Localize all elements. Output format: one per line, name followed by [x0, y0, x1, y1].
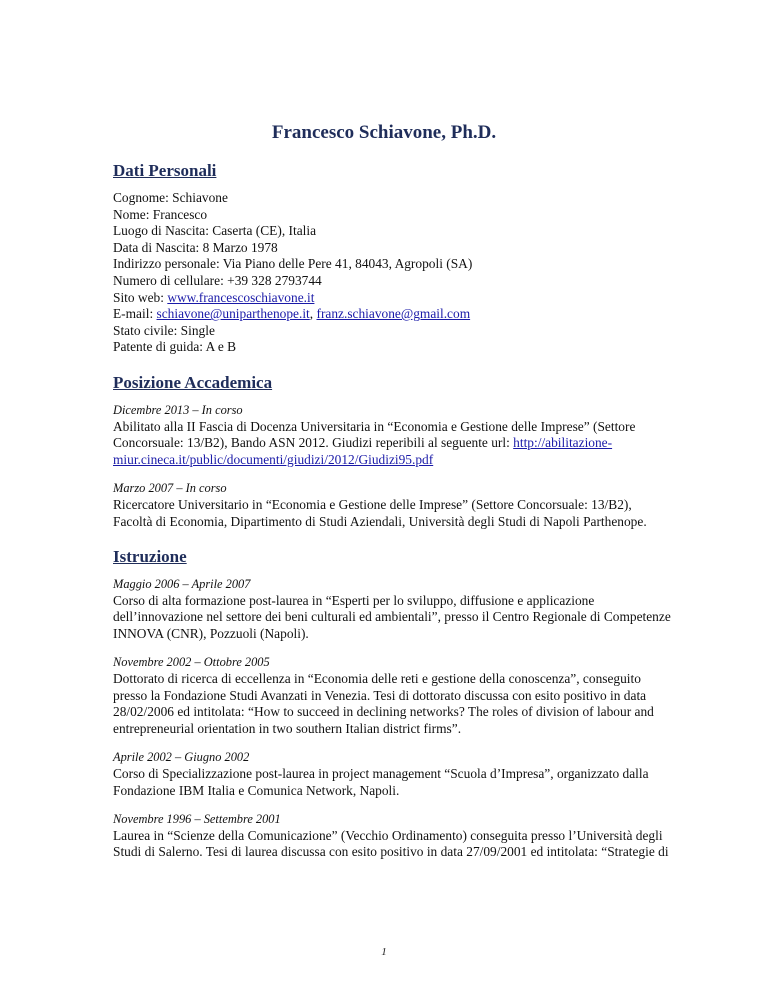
personal-data-heading: Dati Personali	[113, 161, 217, 180]
email-link-personal[interactable]: franz.schiavone@gmail.com	[316, 306, 471, 322]
license-line: Patente di guida: A e B	[113, 339, 237, 355]
entry-text: Abilitato alla II Fascia di Docenza Universitaria in “Economia e Gestione delle Imprese” (Settore Concorsuale: 13/B2), Bando ASN 2012. Giudizi reperibili al seguente url:	[113, 418, 636, 451]
address-line: Indirizzo personale: Via Piano delle Pere 41, 84043, Agropoli (SA)	[113, 256, 473, 272]
phone-line: Numero di cellulare: +39 328 2793744	[113, 272, 322, 288]
entry-date: Dicembre 2013 – In corso	[113, 402, 243, 417]
email-line	[113, 306, 673, 323]
education-entry	[113, 576, 673, 642]
entry-description: Laurea in “Scienze della Comunicazione” (Vecchio Ordinamento) conseguita presso l’Università degli Studi di Salerno. Tesi di laurea discussa con esito positivo in data 27/09/2001 ed intitolata: “Strategie di	[113, 827, 669, 860]
education-section	[113, 546, 673, 861]
academic-entry	[113, 402, 673, 468]
entry-date: Aprile 2002 – Giugno 2002	[113, 750, 250, 765]
personal-data-section	[113, 160, 673, 356]
email-separator: ,	[309, 306, 317, 322]
birthplace-line: Luogo di Nascita: Caserta (CE), Italia	[113, 223, 317, 239]
entry-description: Corso di alta formazione post-laurea in “Esperti per lo sviluppo, diffusione e applicazione dell’innovazione nel settore dei beni culturali ed ambientali”, presso il Centro Regionale di Competenze INNOVA (CNR), Pozzuoli (Napoli).	[113, 592, 671, 641]
education-entry	[113, 654, 673, 737]
website-label: Sito web:	[113, 289, 168, 305]
name-line: Nome: Francesco	[113, 206, 208, 222]
entry-date: Novembre 2002 – Ottobre 2005	[113, 655, 270, 670]
email-label: E-mail:	[113, 306, 157, 322]
education-entry	[113, 811, 673, 861]
birthdate-line: Data di Nascita: 8 Marzo 1978	[113, 239, 278, 255]
page-number: 1	[381, 946, 387, 958]
entry-description: Dottorato di ricerca di eccellenza in “Economia delle reti e gestione della conoscenza”, conseguito presso la Fondazione Studi Avanzati in Venezia. Tesi di dottorato discussa con esito positivo in data 28/02/2006 ed intitolata: “How to succeed in declining networks? The roles of division of labour and entrepreneurial orientation in two southern Italian district firms”.	[113, 671, 654, 736]
website-link[interactable]: www.francescoschiavone.it	[167, 289, 315, 305]
entry-description: Ricercatore Universitario in “Economia e Gestione delle Imprese” (Settore Concorsuale: 13/B2), Facoltà di Economia, Dipartimento di Studi Aziendali, Università degli Studi di Napoli Parthenope.	[113, 496, 647, 529]
entry-date: Novembre 1996 – Settembre 2001	[113, 812, 281, 827]
document-body	[113, 160, 673, 877]
surname-line: Cognome: Schiavone	[113, 190, 228, 205]
email-link-university[interactable]: schiavone@uniparthenope.it	[156, 306, 310, 322]
academic-position-section	[113, 372, 673, 530]
education-heading: Istruzione	[113, 547, 187, 567]
entry-date: Marzo 2007 – In corso	[113, 481, 227, 496]
entry-description: Corso di Specializzazione post-laurea in project management “Scuola d’Impresa”, organizzato dalla Fondazione IBM Italia e Comunica Network, Napoli.	[113, 766, 649, 798]
website-line	[113, 290, 673, 307]
entry-description	[113, 419, 673, 469]
personal-data-list	[113, 190, 673, 356]
academic-entry	[113, 480, 673, 530]
civil-status-line: Stato civile: Single	[113, 322, 215, 338]
academic-position-heading: Posizione Accademica	[113, 372, 273, 392]
education-entry	[113, 749, 673, 799]
entry-date: Maggio 2006 – Aprile 2007	[113, 577, 251, 592]
abilitazione-link[interactable]: http://abilitazione-miur.cineca.it/public/documenti/giudizi/2012/Giudizi95.pdf	[113, 435, 613, 467]
document-title: Francesco Schiavone, Ph.D.	[271, 122, 497, 143]
